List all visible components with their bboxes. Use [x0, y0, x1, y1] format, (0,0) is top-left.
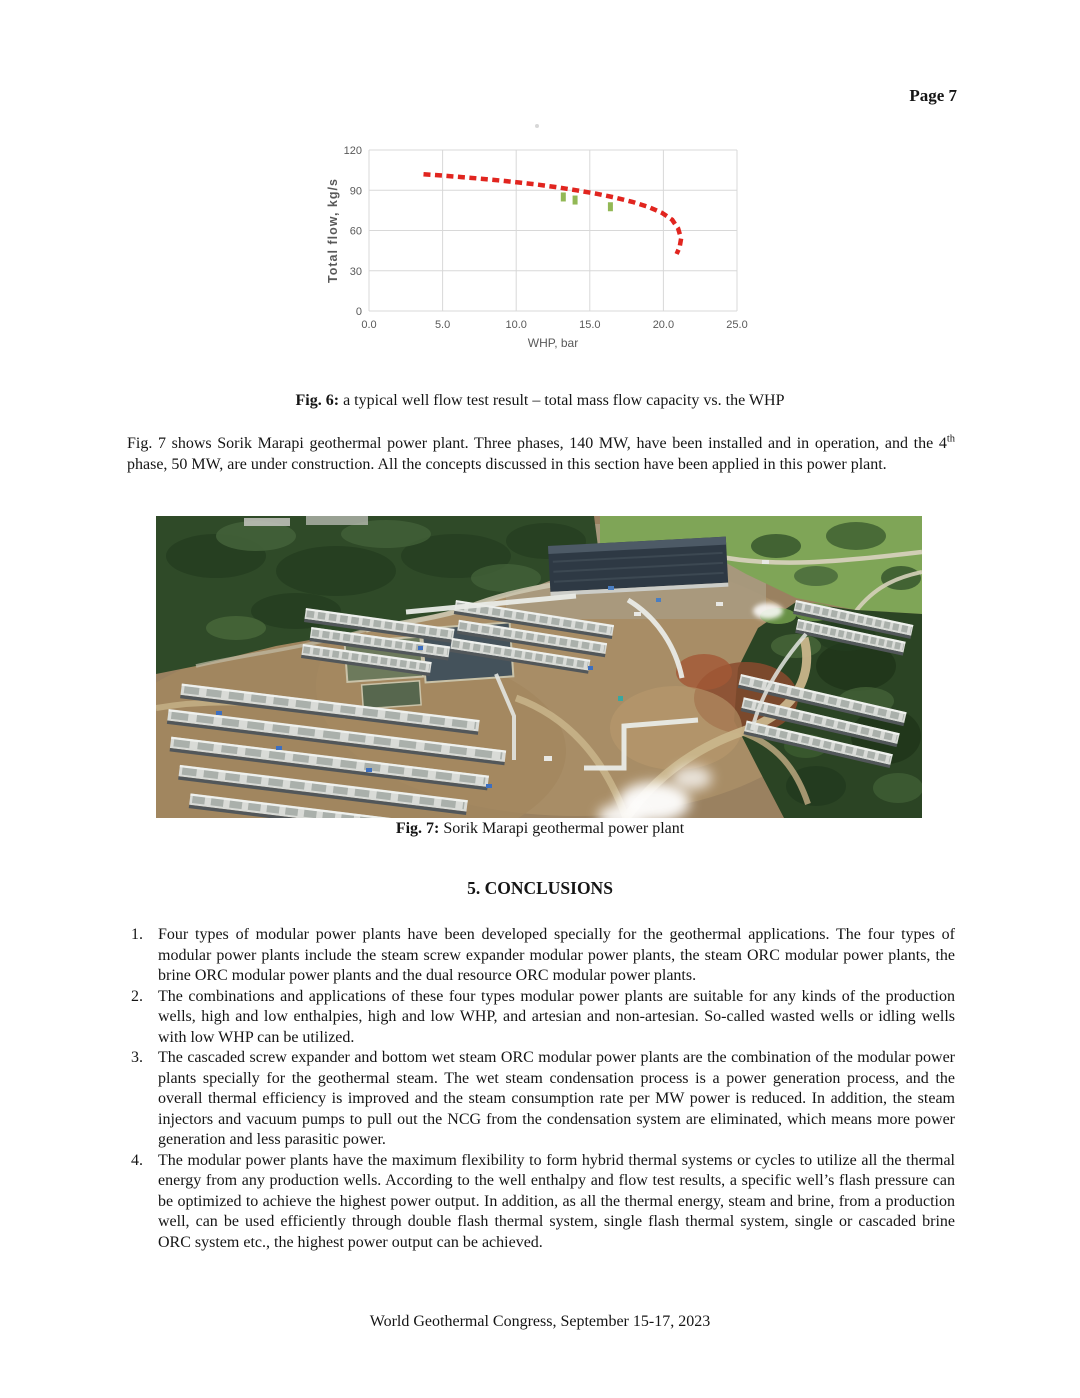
list-item-number: 1.	[131, 926, 143, 943]
svg-text:20.0: 20.0	[652, 319, 675, 331]
page-number: Page 7	[909, 86, 957, 105]
figure6-caption-label: Fig. 6:	[295, 392, 340, 409]
list-item-text: The combinations and applications of these four types modular power plants are suitable for any kinds of the production wells, high and low enthalpies, high and low WHP, and artesian and non-artesian. So-called wasted wells or idling wells with low WHP can be utilized.	[158, 987, 955, 1046]
svg-text:0.0: 0.0	[361, 319, 377, 331]
conclusions-list	[127, 925, 955, 1253]
svg-text:0: 0	[355, 306, 362, 318]
svg-text:90: 90	[349, 185, 362, 198]
figure7-caption	[0, 820, 1080, 838]
figure7-caption-label: Fig. 7:	[395, 820, 440, 837]
list-item-number: 3.	[131, 1049, 143, 1066]
footer-text: World Geothermal Congress, September 15-17, 2023	[369, 1313, 711, 1330]
list-item	[127, 925, 955, 987]
list-item	[127, 1048, 955, 1151]
list-item-text: The modular power plants have the maximum flexibility to form hybrid thermal systems or cycles to utilize all the thermal energy from any production wells. According to the well enthalpy and flow test results, a specific well’s flash pressure can be optimized to achieve the highest power output. In addition, as all the thermal energy, steam and brine, from a production well, can be used efficiently through double flash thermal system, single flash thermal system, single or cascaded brine ORC system etc., the highest power output can be achieved.	[158, 1151, 955, 1251]
list-item-number: 4.	[131, 1151, 143, 1169]
svg-text:120: 120	[343, 145, 362, 157]
svg-text:Total flow, kg/s: Total flow, kg/s	[326, 178, 340, 283]
figure7-photo	[156, 516, 922, 818]
svg-text:15.0: 15.0	[579, 319, 601, 331]
list-item-text: The cascaded screw expander and bottom wet steam ORC modular power plants are the combination of the modular power plants specially for the geothermal steam. The wet steam condensation process is a power generation process, and the overall thermal efficiency is improved and the steam consumption rate per MW power is reduced. In addition, the steam injectors and vacuum pumps to pull out the NCG from the condensation system are eliminated, which means more power generation and less parasitic power.	[158, 1049, 955, 1148]
list-item	[127, 987, 955, 1049]
svg-text:60: 60	[349, 225, 362, 238]
svg-text:25.0: 25.0	[726, 319, 748, 331]
paragraph-superscript: th	[946, 433, 955, 445]
svg-text:30: 30	[349, 265, 362, 278]
list-item	[127, 1151, 955, 1254]
figure6-caption-text: a typical well flow test result – total mass flow capacity vs. the WHP	[339, 392, 785, 409]
list-item-text: Four types of modular power plants have been developed specially for the geothermal applications. The four types of modular power plants include the steam screw expander modular power plants, the steam ORC modular power plants, the brine ORC modular power plants and the dual resource ORC modular power plants.	[158, 926, 955, 984]
paragraph-part1: Fig. 7 shows Sorik Marapi geothermal power plant. Three phases, 140 MW, have been installed and in operation, and the 4	[127, 435, 947, 452]
list-item-number: 2.	[131, 987, 143, 1005]
figure7-caption-text: Sorik Marapi geothermal power plant	[439, 820, 685, 837]
svg-text:10.0: 10.0	[505, 319, 527, 331]
scan-speck	[535, 124, 539, 128]
svg-text:WHP, bar: WHP, bar	[527, 336, 579, 350]
figure6-caption	[0, 392, 1080, 410]
paragraph-part2: phase, 50 MW, are under construction. All the concepts discussed in this section have been applied in this power plant.	[127, 455, 887, 473]
svg-text:5.0: 5.0	[434, 319, 451, 331]
aerial-photo-illustration	[156, 516, 922, 818]
flow-test-chart	[326, 136, 756, 350]
conclusions-heading: 5. CONCLUSIONS	[467, 878, 613, 898]
chart-canvas	[326, 136, 756, 350]
body-paragraph	[127, 434, 955, 475]
